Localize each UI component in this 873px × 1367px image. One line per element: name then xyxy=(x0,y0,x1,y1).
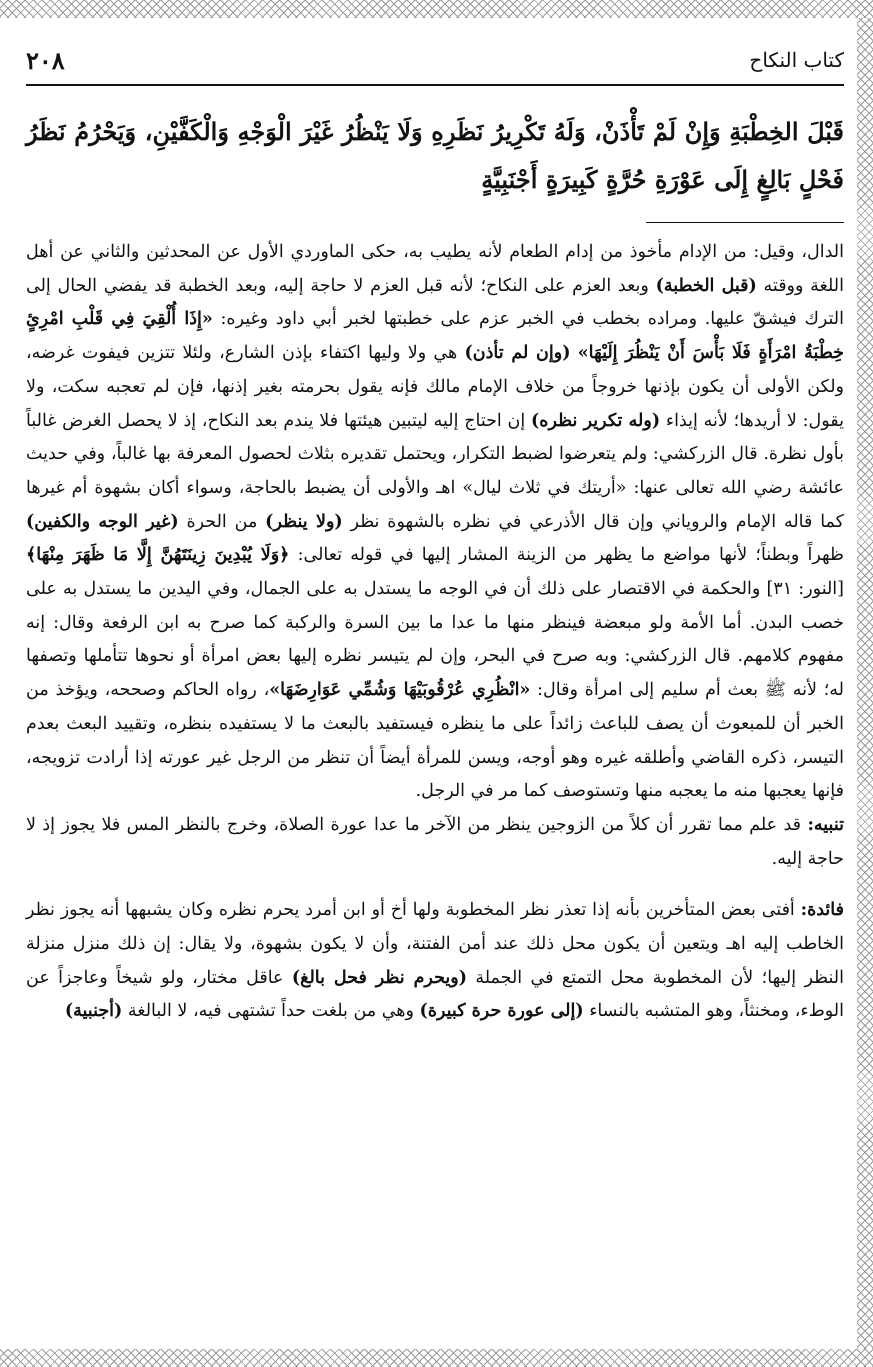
bold-quote: (أجنبية) xyxy=(64,1001,123,1022)
text-span: عاقل مختار، ولو شيخاً وعاجزاً عن الوطء، ومخنثاً، وهو المتشبه بالنساء xyxy=(26,967,844,1022)
text-span xyxy=(571,343,578,363)
hadith-quote: «انْظُرِي عُرْقُوبَيْهَا وَشُمِّي عَوَارِضَهَا» xyxy=(269,680,531,701)
text-span: الدال، وقيل: من الإدام مأخوذ من إدام الطعام لأنه يطيب به، حكى الماوردي الأول عن المحدثين والثاني عن أهل اللغة ووقته xyxy=(26,242,844,296)
book-page xyxy=(26,40,844,1029)
bold-quote: (قبل الخطبة) xyxy=(655,275,757,296)
quran-verse: ﴿وَلَا يُبْدِينَ زِينَتَهُنَّ إِلَّا مَا ظَهَرَ مِنْهَا﴾ xyxy=(26,545,290,566)
commentary xyxy=(26,236,844,1029)
faida-label: فائدة: xyxy=(800,900,844,921)
bold-quote: (وإن لم تأذن) xyxy=(464,343,571,364)
text-span: ، رواه الحاكم وصححه، ويؤخذ من الخبر أن للمبعوث أن يصف للباعث زائداً على ما ينظره فيستفيد بالبعث ما لا يستفيده بنظره، وتقييد البعث بعدم التيسر، ذكره القاضي وأطلقه غيره وهو أوجه، ويسن للمرأة أيضاً أن تنظر من الرجل غير عورته إذا أرادت تزويجه، فإنها يعجبها منه ما يعجبه منها وتستوصف كما مر في الرجل. xyxy=(26,680,844,802)
bold-quote: (إلى عورة حرة كبيرة) xyxy=(419,1001,584,1022)
divider-container xyxy=(26,210,844,236)
faida-paragraph xyxy=(26,894,844,1029)
text-span: وبعد العزم على النكاح؛ لأنه قبل العزم لا حاجة إليه، وبعد الخطبة قد يفضي الحال إلى الترك فيشقّ عليها. ومراده بخطب في الخبر عزم على خطبتها لخبر أبي داود وغيره: xyxy=(26,275,844,330)
page-header xyxy=(26,40,844,86)
text-span: إن احتاج إليه ليتبين هيئتها فلا يندم بعد النكاح، إذ لا يحصل الغرض غالباً بأول نظرة. قال الزركشي: ولم يتعرضوا لضبط التكرار، ويحتمل تقديره بثلاث لحصول المعرفة بها غالباً، وفي حديث عائشة رضي الله تعالى عنها: «أريتك في ثلاث ليال» اهـ والأولى أن يضبط بالحاجة، وسواء أكان بشهوة أم غيرها كما قاله الإمام والروياني وإن قال الأذرعي في نظره بالشهوة نظر xyxy=(26,410,844,532)
header-rule xyxy=(26,84,844,86)
bold-quote: (غير الوجه والكفين) xyxy=(26,511,179,532)
text-span: وهي من بلغت حداً تشتهى فيه، لا البالغة xyxy=(122,1001,420,1022)
ornamental-border-top xyxy=(0,0,873,18)
tanbih-label: تنبيه: xyxy=(807,814,844,835)
text-span: [النور: ٣١] والحكمة في الاقتصار على ذلك أن في الوجه ما يستدل به على الجمال، وفي اليدين ما يستدل به على خصب البدن. أما الأمة ولو مبعضة فينظر منها ما عدا ما بين السرة والركبة كما صرح به ابن الرفعة وقال: إنه مفهوم كلامهم. قال الزركشي: وبه صرح في البحر، وإن لم يتيسر نظره إليها بعض امرأة أو نحوها تتأملها وتصفها له؛ لأنه ﷺ بعث أم سليم إلى امرأة وقال: xyxy=(26,579,844,701)
ornamental-border-bottom xyxy=(0,1349,873,1367)
text-span: أفتى بعض المتأخرين بأنه إذا تعذر نظر المخطوبة ولها أخ أو ابن أمرد يحرم نظره وكان يشبهها أنه يجوز نظر الخاطب إليه اهـ ويتعين أن يكون محل ذلك عند أمن الفتنة، وأن لا يكون بشهوة، ولا يقال: إن ذلك منزل منزلة النظر إليها؛ لأن المخطوبة محل التمتع في الجملة xyxy=(26,900,844,988)
text-span: من الحرة xyxy=(178,511,266,532)
matn-text: قَبْلَ الخِطْبَةِ وَإِنْ لَمْ تَأْذَنْ، وَلَهُ تَكْرِيرُ نَظَرِهِ وَلَا يَنْظُرُ غَيْرَ الْوَجْهِ وَالْكَفَّيْنِ، وَيَحْرُمُ نَظَرُ فَحْلٍ بَالِغٍ إِلَى عَوْرَةِ حُرَّةٍ كَبِيرَةٍ أَجْنَبِيَّةٍ xyxy=(26,117,844,194)
commentary-paragraph xyxy=(26,236,844,809)
bold-quote: (ولا ينظر) xyxy=(265,511,343,532)
tanbih-text: قد علم مما تقرر أن كلاً من الزوجين ينظر من الآخر ما عدا عورة الصلاة، وخرج بالنظر المس فلا يجوز إذ لا حاجة إليه. xyxy=(26,814,844,869)
text-span: هي ولا وليها اكتفاء بإذن الشارع، ولئلا تتزين فيفوت غرضه، ولكن الأولى أن يكون بإذنها خروجاً من خلاف الإمام مالك فإنه يقول بحرمته بغير إذنها، فإن لم تعجبه سكت، ولا يقول: لا أريدها؛ لأنه إيذاء xyxy=(26,343,844,431)
page-number: ٢٠٨ xyxy=(26,46,65,75)
tanbih-paragraph xyxy=(26,809,844,876)
bold-quote: (وله تكرير نظره) xyxy=(531,410,661,431)
bold-quote: (ويحرم نظر فحل بالغ) xyxy=(291,967,467,988)
section-divider xyxy=(646,222,844,223)
book-title: كتاب النكاح xyxy=(749,48,844,72)
text-span: ظهراً وبطناً؛ لأنها مواضع ما يظهر من الزينة المشار إليها في قوله تعالى: xyxy=(289,545,844,566)
hadith-quote: «إِذَا أُلْقِيَ فِي قَلْبِ امْرِئٍ خِطْبَةُ امْرَأَةٍ فَلَا بَأْسَ أَنْ يَنْظُرَ إِلَيْهَا» xyxy=(26,309,845,364)
ornamental-border-right xyxy=(857,18,873,1349)
